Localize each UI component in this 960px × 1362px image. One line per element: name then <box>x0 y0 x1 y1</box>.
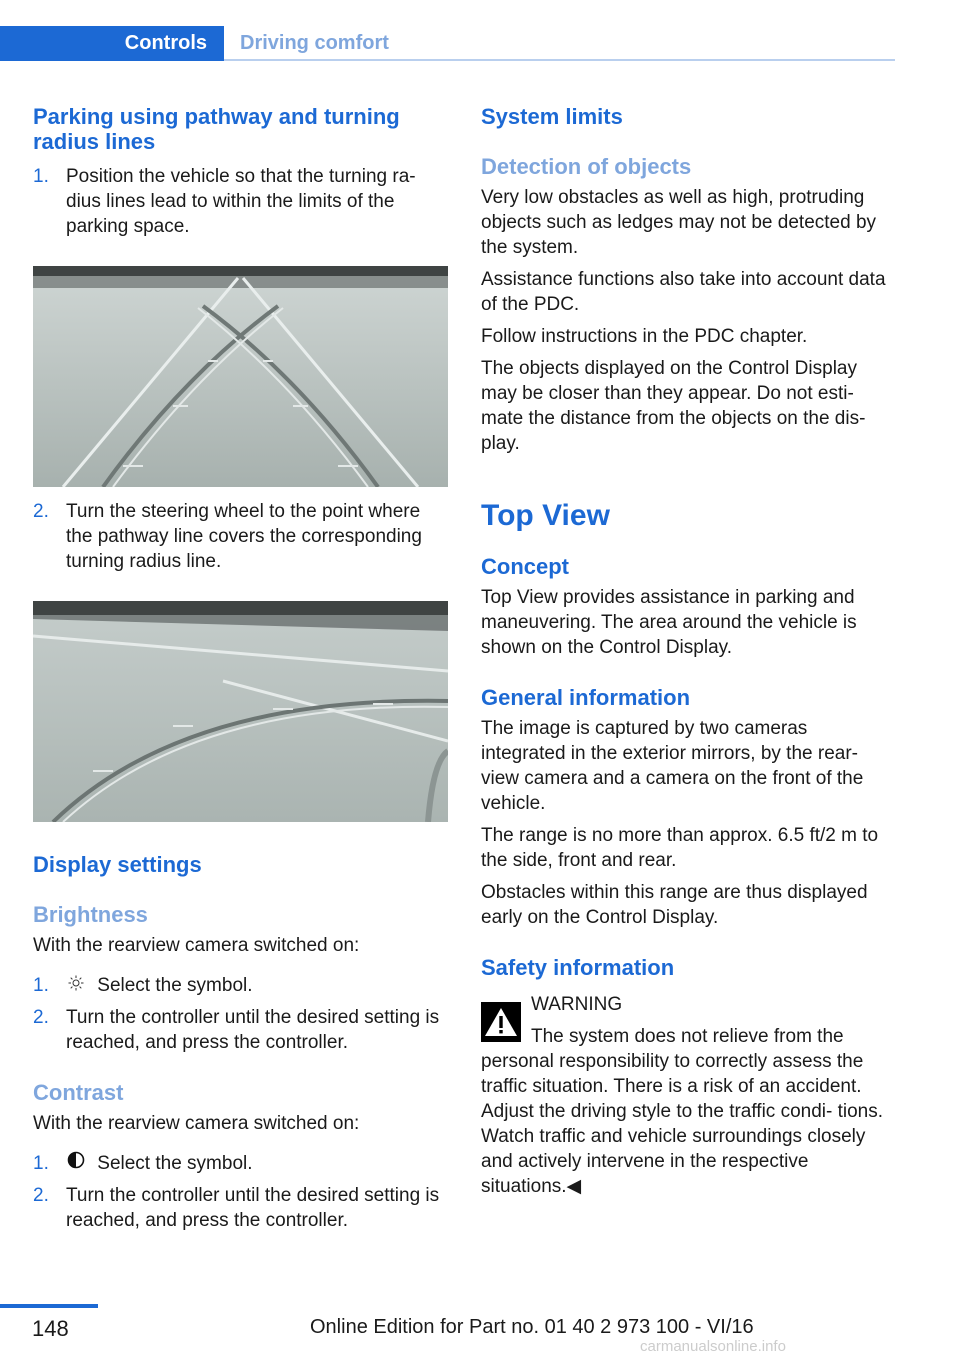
detection-heading: Detection of objects <box>481 154 692 179</box>
system-limits-heading: System limits <box>481 104 623 129</box>
detection-paragraph: Very low obstacles as well as high, protruding objects such as ledges may not be detected by the system. <box>481 187 877 258</box>
general-paragraph: The image is captured by two cameras integrated in the exterior mirrors, by the rear‐ view camera and a camera on the front of the vehicle. <box>481 718 864 814</box>
header-rule <box>224 59 895 61</box>
pathway-steps-1 <box>33 164 448 239</box>
concept-heading: Concept <box>481 554 569 579</box>
camera-image-turning-radius <box>33 266 448 487</box>
warning-text: The system does not relieve from the personal responsibility to correctly assess the traffic situation. There is a risk of an accident. Adjust the driving style to the traffic condi‐ tions. Watch traffic and vehicle surroundings closely and actively intervene in the respective situations.◀ <box>481 1026 884 1197</box>
step-text: Turn the controller until the desired setting is reached, and press the controller. <box>66 1007 440 1053</box>
detection-paragraph: The objects displayed on the Control Display may be closer than they appear. Do not esti‐ mate the distance from the objects on the dis‐ play. <box>481 358 866 454</box>
display-settings-heading: Display settings <box>33 852 202 877</box>
warning-label: WARNING <box>531 994 623 1015</box>
right-column <box>481 100 896 1199</box>
warning-triangle-icon <box>481 1002 521 1042</box>
page-number: 148 <box>32 1316 69 1341</box>
list-item <box>33 1005 448 1055</box>
general-paragraph: The range is no more than approx. 6.5 ft/2 m to the side, front and rear. <box>481 825 879 871</box>
list-item <box>33 1183 448 1233</box>
pathway-steps-2 <box>33 499 448 574</box>
brightness-intro: With the rearview camera switched on: <box>33 935 360 956</box>
step-number: 1. <box>33 975 49 996</box>
step-text: Position the vehicle so that the turning ra‐ dius lines lead to within the limits of the parking space. <box>66 166 416 237</box>
contrast-intro: With the rearview camera switched on: <box>33 1113 360 1134</box>
camera-image-pathway-line <box>33 601 448 822</box>
brightness-heading: Brightness <box>33 902 148 927</box>
detection-paragraph: Assistance functions also take into account data of the PDC. <box>481 269 886 315</box>
tab-controls[interactable]: Controls <box>0 26 224 61</box>
general-paragraph: Obstacles within this range are thus displayed early on the Control Display. <box>481 882 868 928</box>
step-number: 1. <box>33 1153 49 1174</box>
step-number: 2. <box>33 1007 49 1028</box>
tab-driving-comfort[interactable]: Driving comfort <box>240 32 389 54</box>
safety-information-heading: Safety information <box>481 955 675 980</box>
list-item <box>33 164 448 239</box>
top-view-heading: Top View <box>481 499 610 532</box>
list-item <box>33 499 448 574</box>
step-text: Select the symbol. <box>97 1153 253 1174</box>
brightness-sun-icon <box>66 973 86 998</box>
step-number: 2. <box>33 1185 49 1206</box>
contrast-half-circle-icon <box>66 1151 86 1176</box>
general-information-heading: General information <box>481 685 691 710</box>
warning-block <box>481 986 896 1199</box>
step-number: 1. <box>33 166 49 187</box>
left-column <box>33 100 448 1233</box>
brightness-steps <box>33 973 448 1055</box>
step-text: Select the symbol. <box>97 975 253 996</box>
detection-paragraph: Follow instructions in the PDC chapter. <box>481 326 808 347</box>
list-item <box>33 973 448 998</box>
step-text: Turn the controller until the desired setting is reached, and press the controller. <box>66 1185 440 1231</box>
step-text: Turn the steering wheel to the point where the pathway line covers the corresponding turning radius line. <box>66 501 422 572</box>
contrast-heading: Contrast <box>33 1080 124 1105</box>
edition-text: Online Edition for Part no. 01 40 2 973 100 - VI/16 <box>310 1316 754 1338</box>
contrast-steps <box>33 1151 448 1233</box>
list-item <box>33 1151 448 1176</box>
pathway-heading: Parking using pathway and turning radius lines <box>33 104 400 154</box>
header-tabbar <box>0 26 895 61</box>
step-number: 2. <box>33 501 49 522</box>
watermark-text: carmanualsonline.info <box>640 1338 786 1355</box>
concept-text: Top View provides assistance in parking and maneuvering. The area around the vehicle is shown on the Control Display. <box>481 587 857 658</box>
footer-rule <box>0 1304 98 1308</box>
